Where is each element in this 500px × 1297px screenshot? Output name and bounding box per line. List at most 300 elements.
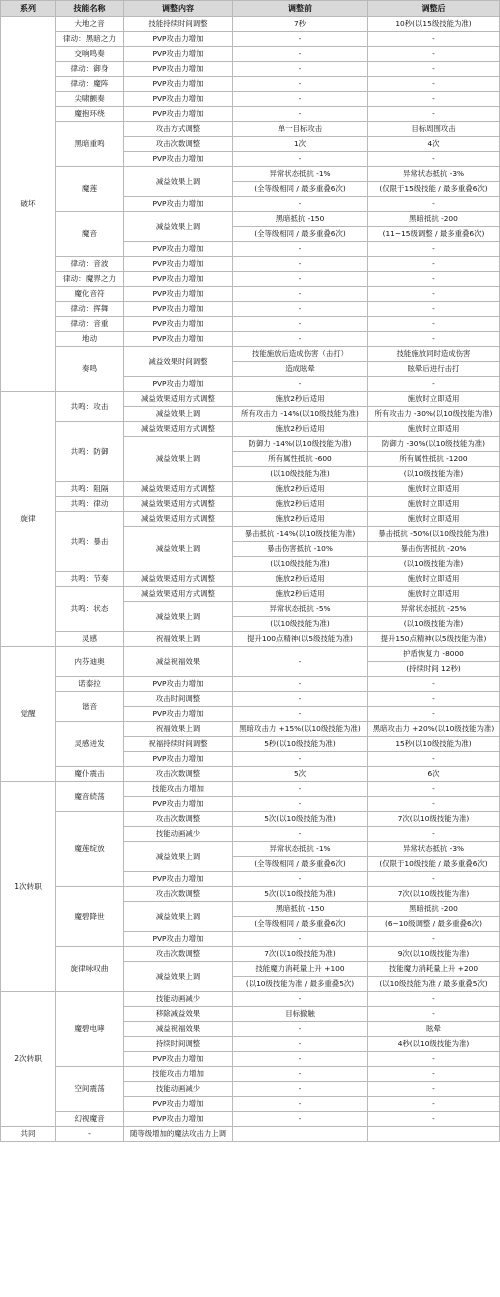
before-value-cell: 施放2秒后适用 [233, 392, 368, 407]
after-value-cell: - [368, 992, 500, 1007]
table-row [1, 722, 500, 737]
after-value-cell: - [368, 107, 500, 122]
adjustment-cell: PVP攻击力增加 [124, 32, 233, 47]
table-row [1, 632, 500, 647]
adjustment-cell: 减益祝福效果 [124, 647, 233, 677]
after-value-cell [368, 1127, 500, 1142]
after-value-cell: (仅限于10级技能 / 最多重叠6次) [368, 857, 500, 872]
table-row [1, 1112, 500, 1127]
after-value-cell: - [368, 797, 500, 812]
skill-name-cell: 魔音 [56, 212, 124, 257]
after-value-cell: 施放时立即适用 [368, 587, 500, 602]
skill-name-cell: 奏鸣 [56, 347, 124, 392]
skill-name-cell: 魔碧降世 [56, 887, 124, 947]
adjustment-cell: 减益效果上调 [124, 407, 233, 422]
before-value-cell: 施放2秒后适用 [233, 497, 368, 512]
after-value-cell: - [368, 377, 500, 392]
after-value-cell: - [368, 272, 500, 287]
after-value-cell: 防御力 -30%(以10级技能为准) [368, 437, 500, 452]
table-row [1, 17, 500, 32]
adjustment-cell: PVP攻击力增加 [124, 152, 233, 167]
table-row [1, 422, 500, 437]
before-value-cell: - [233, 287, 368, 302]
after-value-cell: - [368, 47, 500, 62]
after-value-cell: 护盾恢复力 -8000 [368, 647, 500, 662]
before-value-cell: 暴击抵抗 -14%(以10级技能为准) [233, 527, 368, 542]
adjustment-cell: PVP攻击力增加 [124, 707, 233, 722]
table-row [1, 692, 500, 707]
before-value-cell: - [233, 197, 368, 212]
after-value-cell: - [368, 677, 500, 692]
adjustment-cell: 攻击次数调整 [124, 812, 233, 827]
before-value-cell: 异常状态抵抗 -1% [233, 167, 368, 182]
adjustment-cell: PVP攻击力增加 [124, 1097, 233, 1112]
adjustment-cell: 减益效果适用方式调整 [124, 392, 233, 407]
after-value-cell: 黑暗抵抗 -200 [368, 212, 500, 227]
table-body [1, 17, 500, 1142]
adjustment-cell: PVP攻击力增加 [124, 197, 233, 212]
table-header-row [1, 1, 500, 17]
after-value-cell: 暴击抵抗 -50%(以10级技能为准) [368, 527, 500, 542]
after-value-cell: - [368, 287, 500, 302]
before-value-cell: 7秒 [233, 17, 368, 32]
adjustment-cell: PVP攻击力增加 [124, 77, 233, 92]
skill-name-cell: 律动：黑暗之力 [56, 32, 124, 47]
series-cell: 破坏 [1, 17, 56, 392]
after-value-cell: - [368, 1007, 500, 1022]
after-value-cell: 眩晕 [368, 1022, 500, 1037]
before-value-cell: - [233, 1052, 368, 1067]
before-value-cell: - [233, 32, 368, 47]
before-value-cell: 1次 [233, 137, 368, 152]
after-value-cell: (以10级技能为准 / 最多重叠5次) [368, 977, 500, 992]
skill-name-cell: 空间震荡 [56, 1067, 124, 1112]
adjustment-cell: PVP攻击力增加 [124, 302, 233, 317]
adjustment-cell: PVP攻击力增加 [124, 92, 233, 107]
before-value-cell: - [233, 257, 368, 272]
table-row [1, 122, 500, 137]
before-value-cell: 造成眩晕 [233, 362, 368, 377]
after-value-cell: 15秒(以10级技能为准) [368, 737, 500, 752]
before-value-cell: 5次 [233, 767, 368, 782]
table-row [1, 677, 500, 692]
table-row [1, 317, 500, 332]
before-value-cell: - [233, 1022, 368, 1037]
after-value-cell: - [368, 32, 500, 47]
adjustment-cell: 减益效果上调 [124, 842, 233, 872]
table-row [1, 812, 500, 827]
before-value-cell: 施放2秒后适用 [233, 482, 368, 497]
before-value-cell: - [233, 692, 368, 707]
before-value-cell: - [233, 332, 368, 347]
before-value-cell: - [233, 377, 368, 392]
before-value-cell: 5秒(以10级技能为准) [233, 737, 368, 752]
before-value-cell: (全等级相同 / 最多重叠6次) [233, 182, 368, 197]
table-row [1, 992, 500, 1007]
adjustment-cell: 减益效果适用方式调整 [124, 572, 233, 587]
after-value-cell: 技能施放同时造成伤害 [368, 347, 500, 362]
before-value-cell: 暴击伤害抵抗 -10% [233, 542, 368, 557]
after-value-cell: 施放时立即适用 [368, 512, 500, 527]
before-value-cell: - [233, 152, 368, 167]
table-row [1, 887, 500, 902]
skill-name-cell: 诺泰拉 [56, 677, 124, 692]
table-row [1, 332, 500, 347]
adjustment-cell: 攻击次数调整 [124, 767, 233, 782]
before-value-cell: 异常状态抵抗 -5% [233, 602, 368, 617]
after-value-cell: 施放时立即适用 [368, 392, 500, 407]
table-row [1, 32, 500, 47]
skill-name-cell: 共鸣：暴击 [56, 512, 124, 572]
before-value-cell [233, 1127, 368, 1142]
adjustment-cell: 减益效果时间调整 [124, 347, 233, 377]
table-row [1, 212, 500, 227]
after-value-cell: - [368, 1112, 500, 1127]
after-value-cell: - [368, 872, 500, 887]
before-value-cell: - [233, 1067, 368, 1082]
adjustment-cell: 攻击时间调整 [124, 692, 233, 707]
before-value-cell: (以10级技能为准) [233, 557, 368, 572]
before-value-cell: 技能施放后造成伤害（击打） [233, 347, 368, 362]
adjustment-cell: 减益效果上调 [124, 902, 233, 932]
before-value-cell: 5次(以10级技能为准) [233, 812, 368, 827]
after-value-cell: - [368, 242, 500, 257]
before-value-cell: - [233, 752, 368, 767]
skill-name-cell: 共鸣：防御 [56, 422, 124, 482]
table-row [1, 512, 500, 527]
adjustment-cell: 减益效果适用方式调整 [124, 422, 233, 437]
after-value-cell: 施放时立即适用 [368, 572, 500, 587]
adjustment-cell: 减益效果上调 [124, 437, 233, 482]
adjustment-cell: PVP攻击力增加 [124, 752, 233, 767]
table-row [1, 587, 500, 602]
before-value-cell: - [233, 992, 368, 1007]
before-value-cell: - [233, 1082, 368, 1097]
after-value-cell: 黑暗攻击力 +20%(以10级技能为准) [368, 722, 500, 737]
adjustment-cell: 攻击次数调整 [124, 947, 233, 962]
before-value-cell: 所有攻击力 -14%(以10级技能为准) [233, 407, 368, 422]
before-value-cell: 所有属性抵抗 -600 [233, 452, 368, 467]
after-value-cell: 异常状态抵抗 -3% [368, 842, 500, 857]
table-row [1, 482, 500, 497]
before-value-cell: (以10级技能为准) [233, 467, 368, 482]
after-value-cell: - [368, 77, 500, 92]
after-value-cell: - [368, 1067, 500, 1082]
before-value-cell: 防御力 -14%(以10级技能为准) [233, 437, 368, 452]
adjustment-cell: PVP攻击力增加 [124, 107, 233, 122]
adjustment-cell: 减益效果上调 [124, 212, 233, 242]
adjustment-cell: 攻击次数调整 [124, 887, 233, 902]
adjustment-cell: 减益效果适用方式调整 [124, 512, 233, 527]
skill-name-cell: - [56, 1127, 124, 1142]
before-value-cell: 施放2秒后适用 [233, 512, 368, 527]
adjustment-cell: 技能动画减少 [124, 992, 233, 1007]
skill-name-cell: 共鸣：阻隔 [56, 482, 124, 497]
skill-name-cell: 律动：魔界之力 [56, 272, 124, 287]
adjustment-cell: PVP攻击力增加 [124, 1052, 233, 1067]
after-value-cell: (11~15级调整 / 最多重叠6次) [368, 227, 500, 242]
adjustment-cell: PVP攻击力增加 [124, 872, 233, 887]
header-after: 调整后 [368, 1, 500, 17]
adjustment-cell: 减益效果上调 [124, 962, 233, 992]
skill-name-cell: 律动：音波 [56, 257, 124, 272]
after-value-cell: 9次(以10级技能为准) [368, 947, 500, 962]
series-cell: 2次转职 [1, 992, 56, 1127]
skill-name-cell: 地动 [56, 332, 124, 347]
before-value-cell: (以10级技能为准) [233, 617, 368, 632]
after-value-cell: - [368, 317, 500, 332]
before-value-cell: - [233, 107, 368, 122]
skill-name-cell: 幻视魔音 [56, 1112, 124, 1127]
adjustment-cell: PVP攻击力增加 [124, 272, 233, 287]
skill-name-cell: 魔化音符 [56, 287, 124, 302]
after-value-cell: 目标周围攻击 [368, 122, 500, 137]
after-value-cell: 所有属性抵抗 -1200 [368, 452, 500, 467]
header-adjustment: 调整内容 [124, 1, 233, 17]
series-cell: 旋律 [1, 392, 56, 647]
header-series: 系列 [1, 1, 56, 17]
before-value-cell: - [233, 707, 368, 722]
after-value-cell: 7次(以10级技能为准) [368, 812, 500, 827]
table-row [1, 47, 500, 62]
after-value-cell: 所有攻击力 -30%(以10级技能为准) [368, 407, 500, 422]
before-value-cell: 黑暗抵抗 -150 [233, 902, 368, 917]
before-value-cell: 黑暗攻击力 +15%(以10级技能为准) [233, 722, 368, 737]
adjustment-cell: PVP攻击力增加 [124, 317, 233, 332]
skill-name-cell: 律动：御身 [56, 62, 124, 77]
table-row [1, 782, 500, 797]
before-value-cell: (全等级相同 / 最多重叠6次) [233, 227, 368, 242]
before-value-cell: 7次(以10级技能为准) [233, 947, 368, 962]
after-value-cell: (以10级技能为准) [368, 617, 500, 632]
after-value-cell: 暴击伤害抵抗 -20% [368, 542, 500, 557]
table-row [1, 347, 500, 362]
after-value-cell: - [368, 302, 500, 317]
after-value-cell: - [368, 92, 500, 107]
before-value-cell: 技能魔力消耗量上升 +100 [233, 962, 368, 977]
adjustment-cell: 技能动画减少 [124, 827, 233, 842]
skill-name-cell: 灵感 [56, 632, 124, 647]
adjustment-cell: 减益效果上调 [124, 167, 233, 197]
adjustment-cell: 技能持续时间调整 [124, 17, 233, 32]
adjustment-cell: PVP攻击力增加 [124, 1112, 233, 1127]
adjustment-cell: 随等级增加的魔法攻击力上调 [124, 1127, 233, 1142]
adjustment-cell: 减益祝福效果 [124, 1022, 233, 1037]
before-value-cell: - [233, 782, 368, 797]
after-value-cell: 黑暗抵抗 -200 [368, 902, 500, 917]
adjustment-cell: 技能攻击力增加 [124, 782, 233, 797]
before-value-cell: 施放2秒后适用 [233, 587, 368, 602]
adjustment-cell: PVP攻击力增加 [124, 332, 233, 347]
after-value-cell: 4次 [368, 137, 500, 152]
skill-name-cell: 共鸣：律动 [56, 497, 124, 512]
after-value-cell: (6~10级调整 / 最多重叠6次) [368, 917, 500, 932]
header-before: 调整前 [233, 1, 368, 17]
skill-name-cell: 黑暗重鸣 [56, 122, 124, 167]
after-value-cell: 施放时立即适用 [368, 497, 500, 512]
table-row [1, 767, 500, 782]
adjustment-cell: PVP攻击力增加 [124, 47, 233, 62]
after-value-cell: - [368, 932, 500, 947]
adjustment-cell: 祝福持续时间调整 [124, 737, 233, 752]
skill-name-cell: 魔莲 [56, 167, 124, 212]
before-value-cell: 5次(以10级技能为准) [233, 887, 368, 902]
skill-name-cell: 旋律咏叹曲 [56, 947, 124, 992]
before-value-cell: 施放2秒后适用 [233, 422, 368, 437]
adjustment-cell: PVP攻击力增加 [124, 287, 233, 302]
table-row [1, 77, 500, 92]
table-row [1, 107, 500, 122]
table-row [1, 302, 500, 317]
before-value-cell: 异常状态抵抗 -1% [233, 842, 368, 857]
skill-name-cell: 共鸣：状态 [56, 587, 124, 632]
skill-name-cell: 共鸣：节奏 [56, 572, 124, 587]
after-value-cell: 施放时立即适用 [368, 482, 500, 497]
before-value-cell: - [233, 872, 368, 887]
after-value-cell: - [368, 62, 500, 77]
skill-name-cell: 魔莲绽放 [56, 812, 124, 887]
after-value-cell: - [368, 332, 500, 347]
before-value-cell: 单一目标攻击 [233, 122, 368, 137]
series-cell: 1次转职 [1, 782, 56, 992]
table-row [1, 287, 500, 302]
before-value-cell: - [233, 77, 368, 92]
after-value-cell: - [368, 707, 500, 722]
before-value-cell: - [233, 1112, 368, 1127]
before-value-cell: - [233, 1037, 368, 1052]
table-row [1, 497, 500, 512]
after-value-cell: - [368, 1082, 500, 1097]
adjustment-cell: PVP攻击力增加 [124, 677, 233, 692]
before-value-cell: (以10级技能为准 / 最多重叠5次) [233, 977, 368, 992]
table-row [1, 647, 500, 662]
before-value-cell: (全等级相同 / 最多重叠6次) [233, 917, 368, 932]
skill-name-cell: 魔仆震击 [56, 767, 124, 782]
table-row [1, 92, 500, 107]
after-value-cell: - [368, 827, 500, 842]
adjustment-cell: 技能动画减少 [124, 1082, 233, 1097]
before-value-cell: - [233, 92, 368, 107]
adjustment-cell: 祝福效果上调 [124, 722, 233, 737]
before-value-cell: - [233, 827, 368, 842]
adjustment-cell: 持续时间调整 [124, 1037, 233, 1052]
skill-name-cell: 魔碧电哮 [56, 992, 124, 1067]
after-value-cell: (以10级技能为准) [368, 557, 500, 572]
before-value-cell: - [233, 242, 368, 257]
before-value-cell: - [233, 62, 368, 77]
skill-name-cell: 灵感迸发 [56, 722, 124, 767]
series-cell: 觉醒 [1, 647, 56, 782]
skill-name-cell: 大地之音 [56, 17, 124, 32]
adjustment-cell: PVP攻击力增加 [124, 932, 233, 947]
skill-name-cell: 内芬迪奥 [56, 647, 124, 677]
after-value-cell: - [368, 1097, 500, 1112]
before-value-cell: - [233, 302, 368, 317]
before-value-cell: 目标撤触 [233, 1007, 368, 1022]
before-value-cell: - [233, 47, 368, 62]
adjustment-cell: 祝福效果上调 [124, 632, 233, 647]
skill-name-cell: 律动：挥舞 [56, 302, 124, 317]
table-row [1, 572, 500, 587]
table-row [1, 1127, 500, 1142]
adjustment-cell: 减益效果上调 [124, 602, 233, 632]
adjustment-cell: 攻击次数调整 [124, 137, 233, 152]
before-value-cell: - [233, 647, 368, 677]
after-value-cell: - [368, 782, 500, 797]
before-value-cell: (全等级相同 / 最多重叠6次) [233, 857, 368, 872]
adjustment-cell: 技能攻击力增加 [124, 1067, 233, 1082]
header-skill-name: 技能名称 [56, 1, 124, 17]
adjustment-cell: 攻击方式调整 [124, 122, 233, 137]
after-value-cell: (持续时间 12秒) [368, 662, 500, 677]
after-value-cell: - [368, 1052, 500, 1067]
after-value-cell: 7次(以10级技能为准) [368, 887, 500, 902]
after-value-cell: - [368, 692, 500, 707]
after-value-cell: 技能魔力消耗量上升 +200 [368, 962, 500, 977]
after-value-cell: 提升150点精神(以5级技能为准) [368, 632, 500, 647]
before-value-cell: - [233, 797, 368, 812]
before-value-cell: 提升100点精神(以5级技能为准) [233, 632, 368, 647]
after-value-cell: 施放时立即适用 [368, 422, 500, 437]
after-value-cell: (以10级技能为准) [368, 467, 500, 482]
adjustment-cell: PVP攻击力增加 [124, 797, 233, 812]
skill-name-cell: 尖啸颤奏 [56, 92, 124, 107]
after-value-cell: 10秒(以15级技能为准) [368, 17, 500, 32]
before-value-cell: - [233, 317, 368, 332]
before-value-cell: - [233, 272, 368, 287]
before-value-cell: 黑暗抵抗 -150 [233, 212, 368, 227]
after-value-cell: - [368, 197, 500, 212]
after-value-cell: 异常状态抵抗 -25% [368, 602, 500, 617]
after-value-cell: 4秒(以10级技能为准) [368, 1037, 500, 1052]
skill-name-cell: 交响鸣奏 [56, 47, 124, 62]
adjustment-cell: 减益效果适用方式调整 [124, 587, 233, 602]
after-value-cell: 异常状态抵抗 -3% [368, 167, 500, 182]
skill-name-cell: 律动：魔阵 [56, 77, 124, 92]
before-value-cell: - [233, 1097, 368, 1112]
adjustment-cell: PVP攻击力增加 [124, 257, 233, 272]
after-value-cell: - [368, 257, 500, 272]
adjustment-cell: 移除减益效果 [124, 1007, 233, 1022]
adjustment-cell: 减益效果适用方式调整 [124, 482, 233, 497]
table-row [1, 257, 500, 272]
table-row [1, 272, 500, 287]
after-value-cell: (仅限于15级技能 / 最多重叠6次) [368, 182, 500, 197]
table-row [1, 1067, 500, 1082]
skill-name-cell: 魔抱环绕 [56, 107, 124, 122]
after-value-cell: - [368, 152, 500, 167]
skill-name-cell: 谐音 [56, 692, 124, 722]
adjustment-cell: 减益效果适用方式调整 [124, 497, 233, 512]
after-value-cell: - [368, 752, 500, 767]
before-value-cell: - [233, 932, 368, 947]
adjustment-cell: PVP攻击力增加 [124, 242, 233, 257]
skill-name-cell: 律动：音重 [56, 317, 124, 332]
before-value-cell: 施放2秒后适用 [233, 572, 368, 587]
adjustment-cell: 减益效果上调 [124, 527, 233, 572]
after-value-cell: 6次 [368, 767, 500, 782]
after-value-cell: 眩晕后进行击打 [368, 362, 500, 377]
table-row [1, 392, 500, 407]
series-cell: 共同 [1, 1127, 56, 1142]
table-row [1, 947, 500, 962]
table-row [1, 167, 500, 182]
table-row [1, 62, 500, 77]
skill-name-cell: 共鸣：攻击 [56, 392, 124, 422]
skill-name-cell: 魔音続荡 [56, 782, 124, 812]
before-value-cell: - [233, 677, 368, 692]
adjustment-cell: PVP攻击力增加 [124, 62, 233, 77]
